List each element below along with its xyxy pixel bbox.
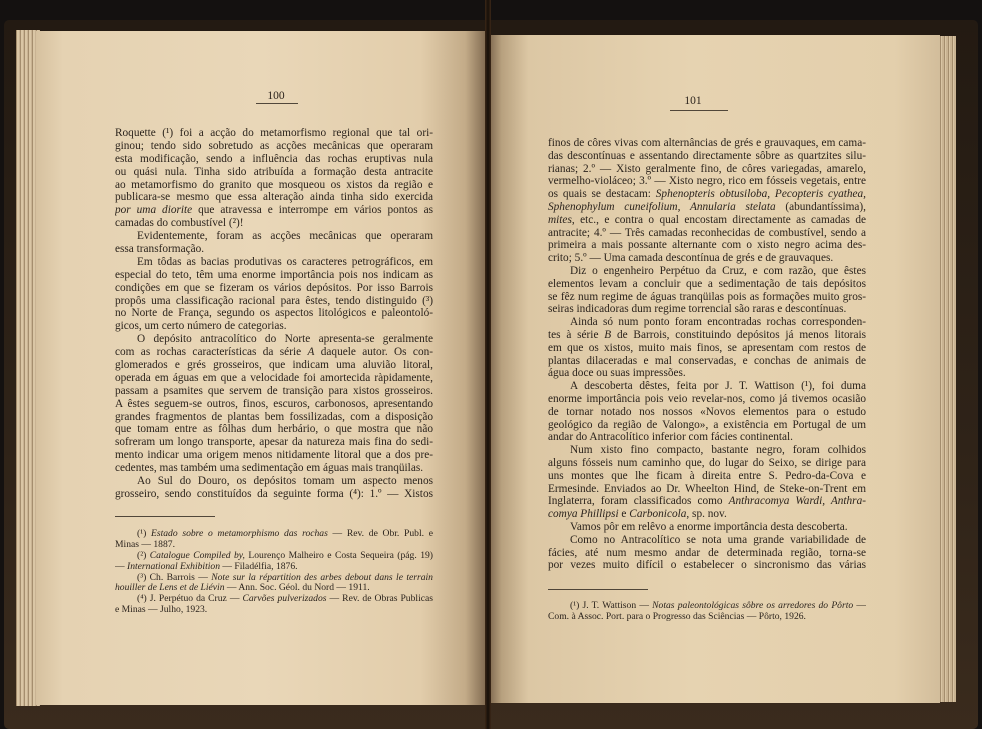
text-line: comya Phillipsi e Carbonicola, sp. nov. (548, 508, 727, 521)
paragraph (115, 333, 433, 475)
text-line: no Norte de França, segundo os aspectos litológicos e paleontoló- (115, 307, 433, 320)
text-line: grandes fragmentos de plantas bem fossilizadas, com a disposição (115, 410, 433, 423)
paragraph (548, 444, 866, 521)
text-line: Com. à Assoc. Port. para o Progresso das Sciências — Pôrto, 1926. (548, 611, 806, 622)
text-line: ou quási nula. Tinha sido atribuída a formação desta antracite (115, 165, 433, 178)
text-line: Ainda só num ponto foram encontradas rochas corresponden- (570, 316, 866, 329)
footnote (115, 529, 433, 551)
text-line: Em tôdas as bacias produtivas os caracteres petrográficos, em (137, 255, 433, 268)
text-line: antracite; 4.º — Três camadas reconhecidas de combustível, sendo a (548, 226, 866, 239)
text-line: ao metamorfismo do granito que mosqueou os xistos da região e (115, 178, 433, 191)
text-line: Minas — 1887. (115, 539, 175, 550)
text-line: A descoberta dêstes, feita por J. T. Wattison (¹), foi duma (570, 380, 866, 393)
italic-text: Carbonicola (629, 508, 687, 521)
paragraph (548, 265, 866, 316)
footnote-rule-left (115, 516, 215, 517)
text-line: publicara-se mesmo que essa alteração ainda tinha sido exercida (115, 191, 433, 204)
footnote (115, 573, 433, 595)
text-line: Diz o engenheiro Perpétuo da Cruz, e com razão, que êstes (570, 264, 866, 277)
italic-text: mites (548, 213, 572, 226)
text-line: se fêz num regime de águas tranqüilas pois as formações muito gros- (548, 290, 866, 303)
text-line: fácies, até num mesmo andar de determinada região, torna-se (548, 546, 866, 559)
footnotes-right (548, 601, 866, 623)
paragraph (548, 316, 866, 380)
text-line: (³) Ch. Barrois — Note sur la répartition des arbes debout dans le terrain (137, 572, 433, 583)
text-line: Vamos pôr em relêvo a enorme importância desta descoberta. (570, 520, 848, 533)
paragraph (115, 230, 433, 256)
italic-text: Estado sobre o metamorphismo das rochas (150, 529, 328, 539)
italic-text: B (604, 328, 612, 341)
footnote (115, 551, 433, 573)
text-line: Ao Sul do Douro, os depósitos tomam um aspecto menos (137, 475, 433, 488)
text-line: Como no Antracolítico se nota uma grande variabilidade de (570, 533, 866, 546)
text-line: (¹) Estado sobre o metamorphismo das rochas — Rev. de Obr. Publ. e (137, 529, 433, 539)
text-line: Evidentemente, foram as acções mecânicas que operaram (137, 230, 433, 243)
text-line: O depósito antracolítico do Norte apresenta-se geralmente (137, 333, 433, 346)
text-line: crito; 5.º — Uma camada descontínua de grés e de grauvaques. (548, 252, 834, 265)
italic-text: A (307, 346, 315, 359)
text-line: por uma diorite que atravessa e interrompe em vários pontos as (115, 204, 433, 217)
text-line: os quais se destacam: Sphenopteris obtusiloba, Pecopteris cyathea, (548, 188, 866, 201)
text-line: finos de côres vivas com alternâncias de grés e grauvaques, em cama- (548, 137, 866, 149)
book-gutter (485, 0, 491, 729)
header-rule-right (670, 110, 728, 111)
footnote-rule-right (548, 589, 648, 590)
body-text-right (548, 137, 866, 572)
text-line: tes à série B de Barrois, constituindo depósitos já menos litorais (548, 328, 866, 341)
text-line: mento indicar uma origem menos nitidamente litoral que a dos pre- (115, 449, 433, 462)
text-line: grosseiro, sendo constituídos da seguinte forma (⁴): 1.º — Xistos (115, 487, 433, 500)
text-line: condições em que se fizeram os vários depósitos. Por isso Barrois (115, 281, 433, 294)
paragraph (115, 256, 433, 333)
text-line: primeira a mais possante alternante com o xisto negro acima des- (548, 239, 866, 252)
text-line: geológico da região de Valongo», a existência em Portugal de um (548, 418, 866, 431)
text-line: enorme importância pois veio revelar-nos, como já tivemos ocasião (548, 392, 866, 405)
text-line: Sphenophylum cuneifolium, Annularia stelata (abundantíssima), (548, 200, 866, 213)
italic-text: Note sur la répartition des arbes debout dans le terrain (211, 572, 433, 583)
text-line: gicos, um certo número de categorias. (115, 320, 287, 333)
text-line: Num xisto fino compacto, bastante negro, foram colhidos (570, 444, 866, 457)
text-line: em que os xistos, muito mais finos, se apresentam com restos de (548, 341, 866, 354)
header-rule-left (256, 103, 298, 104)
text-line: ginou; tendo sido sobretudo as acções mecânicas que operaram (115, 139, 433, 152)
text-line: — International Exhibition — Filadélfia, 1876. (115, 561, 298, 572)
text-line: Roquette (¹) foi a acção do metamorfismo regional que tal ori- (115, 127, 433, 139)
text-line: Ermesinde. Enviados ao Dr. Wheelton Hind, de Steke-on-Trent em (548, 482, 866, 495)
italic-text: Notas paleontológicas sôbre os arredores do Pôrto (652, 601, 854, 611)
italic-text: Carvões pulverizados (242, 594, 327, 605)
text-line: houiller de Lens et de Liévin — Ann. Soc. Géol. du Nord — 1911. (115, 583, 370, 594)
text-line: operada em águas em que a velocidade foi amortecida ràpidamente, (115, 371, 433, 384)
body-text-left (115, 127, 433, 501)
footnotes-left (115, 529, 433, 616)
text-line: esta modificação, sendo a influência das rochas eruptivas nula (115, 152, 433, 165)
text-line: essa transformação. (115, 243, 205, 256)
paragraph (115, 475, 433, 501)
text-line: mites, etc., e contra o qual encostam directamente as camadas de (548, 213, 866, 226)
text-line: seiras indicadoras dum regime torrencial são raras e descontínuas. (548, 303, 847, 316)
text-line: uns montes que lhe ficam à direita entre S. Pedro-da-Cova e (548, 469, 866, 482)
text-line: passam a psamites que servem de transição para xistos grosseiros. (115, 384, 433, 397)
text-line: glomerados e grés grosseiros, que indicam uma aluvião litoral, (115, 359, 433, 372)
italic-text: Sphenopteris obtusiloba, Pecopteris cyathea, (655, 188, 866, 201)
text-line: cedentes, mas também uma sedimentação em águas mais tranqüilas. (115, 462, 424, 475)
text-line: água doce ou suas impressões. (548, 367, 686, 380)
footnote (548, 601, 866, 623)
text-line: andar do Antracolítico inferior com fácies continental. (548, 431, 793, 444)
right-page-edges (938, 36, 956, 702)
text-line: Inglaterra, foram classificados como Anthracomya Wardi, Anthra- (548, 495, 866, 508)
italic-text: por uma diorite (115, 204, 193, 217)
page-number-left: 100 (267, 90, 285, 102)
text-line: elementos levam a concluir que a sedimentação de tais depósitos (548, 277, 866, 290)
paragraph (548, 521, 866, 534)
text-line: vermelho-violáceo; 3.º — Xisto negro, rico em fósseis vegetais, entre (548, 175, 866, 188)
text-line: propôs uma classificação racional para êstes, tendo distinguido (³) (115, 294, 433, 307)
footnote (115, 594, 433, 616)
text-line: A êstes seguem-se outros, finos, escuros, carbonosos, apresentando (115, 397, 433, 410)
paragraph (548, 380, 866, 444)
text-line: camadas do combustível (²)! (115, 217, 244, 230)
italic-text: comya Phillipsi (548, 508, 619, 521)
page-number-right: 101 (684, 95, 702, 107)
paragraph (548, 534, 866, 572)
text-line: por vezes muito difícil o estabelecer o sincronismo das várias (548, 559, 866, 572)
text-line: plantas dilaceradas e mal conservadas, e conchas de animais de (548, 354, 866, 367)
italic-text: Anthracomya Wardi, Anthra- (728, 495, 866, 508)
italic-text: Catalogue Compiled by, (149, 550, 245, 561)
paragraph (115, 127, 433, 230)
text-line: rianas; 2.º — Xisto geralmente fino, de côres variegadas, amarelo, (548, 162, 866, 175)
text-line: (²) Catalogue Compiled by, Lourenço Malheiro e Costa Sequeira (pág. 19) (137, 550, 433, 561)
text-line: de tornar notado nos nossos «Novos elementos para o estudo (548, 405, 866, 418)
text-line: das descontínuas e assentando directamente sôbre as quartzites silu- (548, 149, 866, 162)
text-line: com as rochas características da série A daquele autor. Os con- (115, 346, 433, 359)
italic-text: Sphenophylum cuneifolium, Annularia stelata (548, 200, 776, 213)
text-line: e Minas — Julho, 1923. (115, 605, 208, 616)
text-line: (¹) J. T. Wattison — Notas paleontológicas sôbre os arredores do Pôrto — (570, 601, 866, 611)
paragraph (548, 137, 866, 265)
italic-text: houiller de Lens et de Liévin (115, 583, 225, 594)
text-line: alguns fósseis num caminho que, do lugar do Seixo, se dirige para (548, 456, 866, 469)
text-line: (⁴) J. Perpétuo da Cruz — Carvões pulverizados — Rev. de Obras Publicas (137, 594, 433, 605)
text-line: que tomam entre as fôlhas dum herbário, o que mostra que não (115, 423, 433, 436)
text-line: especial do teto, têm uma enorme importância pois nos indicam as (115, 268, 433, 281)
text-line: sofreram um longo transporte, apesar da natureza mais fina do sedi- (115, 436, 433, 449)
italic-text: International Exhibition (127, 561, 220, 572)
